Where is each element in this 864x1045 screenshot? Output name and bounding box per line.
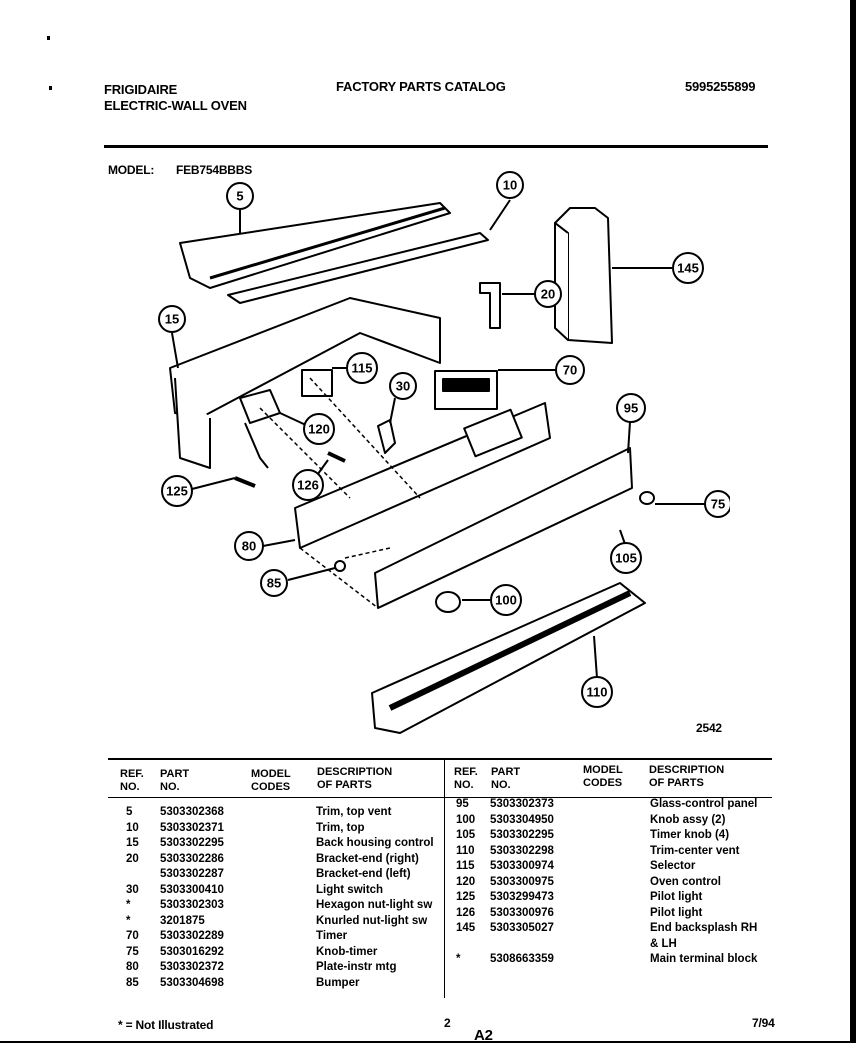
cell-part: 5303299473	[490, 891, 554, 903]
cell-desc: Timer	[316, 930, 348, 942]
cell-ref: 85	[126, 976, 139, 989]
callout-30: 30	[395, 378, 411, 394]
cell-desc: Knob-timer	[316, 945, 378, 958]
cell-part: 5303304950	[490, 813, 554, 826]
part-knob	[436, 592, 460, 612]
cell-part: 5303300975	[490, 875, 554, 888]
cell-part: 5303302303	[160, 899, 224, 911]
cell-ref: *	[456, 953, 461, 965]
page-code: A2	[474, 1027, 493, 1044]
cell-desc: Bracket-end (left)	[316, 868, 411, 880]
callout-95: 95	[623, 400, 639, 416]
cell-ref: 30	[126, 883, 139, 896]
callout-15: 15	[164, 311, 180, 327]
cell-part: 5303016292	[160, 945, 224, 958]
cell-part: 5303305027	[490, 922, 554, 934]
cell-ref: 20	[126, 852, 139, 865]
cell-ref: 126	[456, 906, 476, 919]
callout-125: 125	[166, 483, 188, 499]
header-rule	[104, 145, 768, 148]
part-selector	[302, 370, 332, 396]
part-back-housing	[170, 298, 440, 418]
cell-desc: Trim, top vent	[316, 806, 392, 818]
figure-number: 2542	[696, 721, 722, 735]
revision-date: 7/94	[752, 1016, 775, 1030]
cell-desc: Plate-instr mtg	[316, 961, 397, 973]
cell-desc: Knob assy (2)	[650, 813, 726, 826]
part-pilot-light-126	[328, 453, 345, 461]
part-light-switch	[378, 420, 395, 453]
cell-ref: 120	[456, 875, 476, 888]
model-value: FEB754BBBS	[176, 163, 253, 177]
scan-mark	[49, 86, 52, 90]
cell-desc: End backsplash RH	[650, 922, 758, 934]
callout-10: 10	[502, 177, 518, 193]
cell-part: 3201875	[160, 914, 205, 927]
callout-75: 75	[710, 496, 726, 512]
cell-part: 5303302298	[490, 844, 554, 857]
cell-ref: 10	[126, 821, 139, 834]
cell-ref: 100	[456, 813, 476, 826]
cell-part: 5303302287	[160, 868, 224, 880]
cell-ref: *	[126, 899, 131, 911]
part-bumper	[335, 561, 345, 571]
cell-desc: Glass-control panel	[650, 798, 758, 810]
callout-145: 145	[677, 260, 699, 276]
callout-126: 126	[297, 477, 319, 493]
cell-desc: Pilot light	[650, 891, 703, 903]
header-model-codes-right: MODEL CODES	[583, 764, 623, 789]
cell-part: 5303302295	[160, 837, 224, 849]
cell-desc: Trim-center vent	[650, 844, 740, 857]
header-ref-no: REF. NO.	[120, 768, 144, 793]
cell-desc: Knurled nut-light sw	[316, 914, 428, 927]
cell-part: 5303302289	[160, 930, 224, 942]
header-description: DESCRIPTION OF PARTS	[317, 766, 393, 791]
callout-110: 110	[586, 684, 608, 700]
table-top-rule	[108, 758, 772, 760]
callout-85: 85	[266, 575, 282, 591]
callout-105: 105	[615, 550, 637, 566]
header-part-no: PART NO.	[160, 768, 190, 793]
callout-115: 115	[351, 360, 373, 376]
cell-desc: Timer knob (4)	[650, 829, 730, 841]
catalog-title: FACTORY PARTS CATALOG	[336, 79, 506, 94]
callout-20: 20	[540, 286, 556, 302]
cell-desc: Oven control	[650, 875, 721, 888]
cell-desc: Main terminal block	[650, 953, 758, 965]
cell-part: 5303300976	[490, 906, 554, 919]
cell-ref: 125	[456, 891, 476, 903]
cell-desc: Pilot light	[650, 906, 703, 919]
part-oven-control-wire	[245, 423, 268, 468]
cell-part: 5303302295	[490, 829, 554, 841]
cell-ref: 5	[126, 806, 133, 818]
catalog-number: 5995255899	[685, 79, 756, 94]
cell-desc: & LH	[650, 937, 677, 950]
cell-ref: 15	[126, 837, 139, 849]
cell-part: 5303302373	[490, 798, 554, 810]
not-illustrated-note: * = Not Illustrated	[118, 1018, 214, 1032]
cell-desc: Light switch	[316, 883, 384, 896]
cell-ref: 80	[126, 961, 139, 973]
cell-part: 5303302286	[160, 852, 224, 865]
callout-80: 80	[241, 538, 257, 554]
cell-part: 5303300410	[160, 883, 224, 896]
header-ref-no-right: REF. NO.	[454, 766, 478, 791]
brand: FRIGIDAIRE	[104, 82, 178, 97]
header-part-no-right: PART NO.	[491, 766, 521, 791]
cell-part: 5308663359	[490, 953, 554, 965]
scan-mark	[47, 36, 50, 40]
callout-5: 5	[236, 188, 244, 204]
cell-ref: 145	[456, 922, 476, 934]
cell-ref: 110	[456, 844, 475, 857]
exploded-parts-diagram	[150, 168, 730, 748]
cell-part: 5303302371	[160, 821, 224, 834]
part-end-backsplash-side	[555, 223, 568, 340]
cell-ref: *	[126, 914, 131, 927]
cell-part: 5303302372	[160, 961, 224, 973]
callout-70: 70	[562, 362, 578, 378]
cell-desc: Selector	[650, 860, 696, 872]
part-oven-control	[240, 390, 280, 423]
callout-100: 100	[495, 592, 517, 608]
cell-ref: 115	[456, 860, 475, 872]
cell-desc: Bumper	[316, 976, 360, 989]
cell-ref: 75	[126, 945, 139, 958]
part-timer-display	[443, 379, 489, 391]
cell-part: 5303302368	[160, 806, 224, 818]
cell-part: 5303300974	[490, 860, 554, 872]
cell-desc: Bracket-end (right)	[316, 852, 419, 865]
page-number: 2	[444, 1016, 451, 1030]
table-divider	[444, 758, 445, 998]
cell-ref: 70	[126, 930, 139, 942]
header-description-right: DESCRIPTION OF PARTS	[649, 764, 725, 789]
cell-desc: Back housing control	[316, 837, 434, 849]
part-bracket-end	[480, 283, 500, 328]
model-label: MODEL:	[108, 163, 155, 177]
part-knob-timer	[640, 492, 654, 504]
cell-ref: 105	[456, 829, 476, 841]
callout-120: 120	[308, 421, 330, 437]
cell-ref: 95	[456, 798, 469, 810]
product-name: ELECTRIC-WALL OVEN	[104, 98, 247, 113]
cell-part: 5303304698	[160, 976, 224, 989]
header-model-codes: MODEL CODES	[251, 768, 291, 793]
part-pilot-light-125	[235, 478, 255, 486]
cell-desc: Hexagon nut-light sw	[316, 899, 433, 911]
cell-desc: Trim, top	[316, 821, 365, 834]
